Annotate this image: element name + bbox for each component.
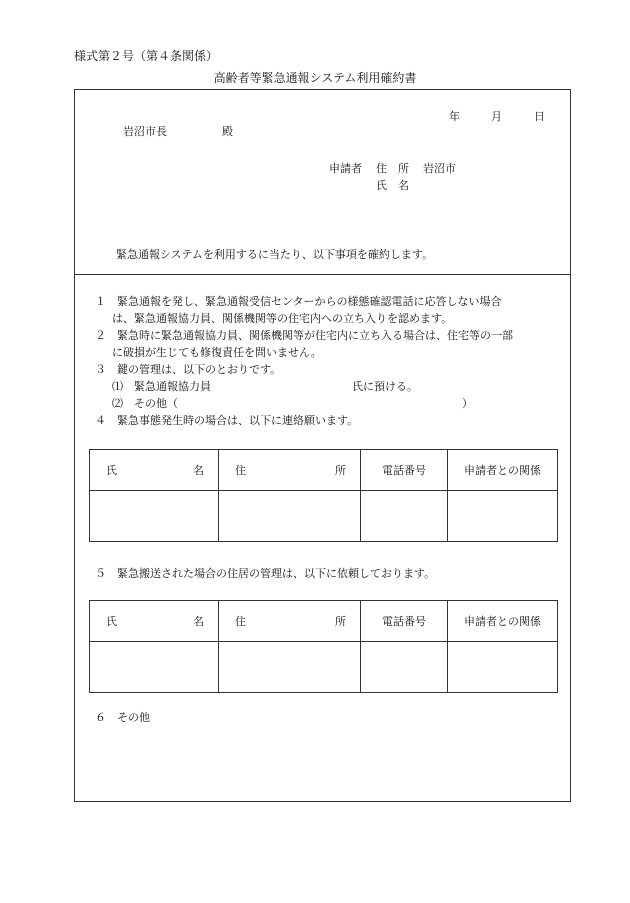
applicant-address-label: 住 所 [376, 162, 409, 175]
addressee-honorific: 殿 [222, 125, 233, 138]
cell-name [90, 491, 219, 542]
item-6: ６ その他 [95, 711, 150, 724]
item-3-sub-2-end: ） [462, 397, 473, 410]
item-3-sub-2: ⑵ その他（ [112, 397, 178, 410]
item-3: ３ 鍵の管理は、以下のとおりです。 [95, 363, 282, 376]
cell-relation [448, 491, 558, 542]
form-number: 様式第２号（第４条関係） [74, 49, 219, 63]
table-header-row [90, 450, 558, 491]
table-header-row [90, 601, 558, 642]
item-1-line-1: １ 緊急通報を発し、緊急通報受信センターからの様態確認電話に応答しない場合 [95, 295, 502, 308]
applicant-name-label: 氏 名 [376, 179, 409, 192]
date-month-label: 月 [491, 110, 502, 123]
declaration-text: 緊急通報システムを利用するに当たり、以下事項を確約します。 [116, 248, 434, 261]
house-management-table [89, 600, 558, 693]
header-phone: 電話番号 [361, 601, 448, 642]
cell-phone [361, 491, 448, 542]
header-address: 住 所 [219, 450, 361, 491]
applicant-address-value: 岩沼市 [423, 162, 456, 175]
section-divider [74, 274, 571, 275]
table-row [90, 491, 558, 542]
header-address: 住 所 [219, 601, 361, 642]
table-row [90, 642, 558, 693]
cell-relation [448, 642, 558, 693]
applicant-label: 申請者 [329, 162, 362, 175]
cell-address [219, 642, 361, 693]
item-4: ４ 緊急事態発生時の場合は、以下に連絡願います。 [95, 414, 359, 427]
header-relation: 申請者との関係 [448, 450, 558, 491]
cell-address [219, 491, 361, 542]
emergency-contact-table [89, 449, 558, 542]
item-2-line-2: に破損が生じても修復責任を問いません。 [112, 346, 322, 359]
date-year-label: 年 [449, 110, 460, 123]
cell-name [90, 642, 219, 693]
item-5: ５ 緊急搬送された場合の住居の管理は、以下に依頼しております。 [95, 567, 436, 580]
item-3-sub-1: ⑴ 緊急通報協力員 [112, 380, 211, 393]
header-phone: 電話番号 [361, 450, 448, 491]
item-2-line-1: ２ 緊急時に緊急通報協力員、関係機関等が住宅内に立ち入る場合は、住宅等の一部 [95, 329, 513, 342]
addressee-name: 岩沼市長 [123, 125, 167, 138]
date-day-label: 日 [534, 110, 545, 123]
item-3-sub-1-end: 氏に預ける。 [352, 380, 418, 393]
header-relation: 申請者との関係 [448, 601, 558, 642]
document-title: 高齢者等緊急通報システム利用確約書 [213, 71, 417, 85]
header-name: 氏 名 [90, 601, 219, 642]
cell-phone [361, 642, 448, 693]
form-frame [74, 89, 571, 802]
item-1-line-2: は、緊急通報協力員、関係機関等の住宅内への立ち入りを認めます。 [112, 312, 453, 325]
header-name: 氏 名 [90, 450, 219, 491]
